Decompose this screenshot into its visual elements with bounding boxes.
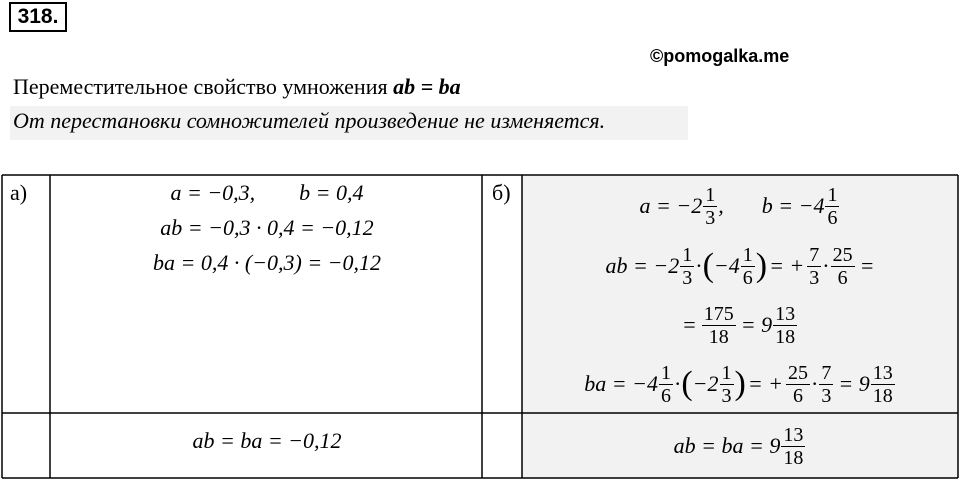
property-heading	[13, 74, 461, 100]
fraction: 1 3	[682, 243, 693, 289]
part-a-given: a = −0,3, b = 0,4	[170, 180, 364, 205]
part-b-solution	[524, 176, 956, 412]
part-a-result: ab = ba = −0,12	[192, 428, 342, 453]
fraction: $\frac{7}{3}$	[821, 361, 832, 407]
fraction: 13 18	[872, 361, 893, 407]
fraction: $\frac{25}{6}$	[832, 243, 853, 289]
part-a-ab: ab = −0,3 · 0,4 = −0,12	[160, 215, 374, 240]
fraction: 13 18	[775, 302, 796, 348]
part-b-ba: ba = −4 1 6 · ( −2 1 3 ) = + $\frac{25}{6}$ · $\frac{7}{3}$ = 9 13 18	[584, 361, 893, 407]
fraction: $\frac{7}{3}$	[809, 243, 820, 289]
fraction: 1 3	[705, 183, 716, 229]
fraction: 13 18	[783, 423, 804, 469]
part-b-given: a = −2 1 3 , b = −4 1 6	[639, 183, 838, 229]
watermark: ©pomogalka.me	[650, 46, 790, 66]
fraction: 1 3	[721, 361, 732, 407]
part-b-simplify: = $\frac{175}{18}$ = 9 13 18	[681, 302, 796, 348]
part-a-solution	[52, 178, 482, 412]
fraction: 1 6	[660, 361, 671, 407]
property-heading-text: Переместительное свойство умножения	[13, 74, 394, 99]
part-a-label: а)	[10, 180, 28, 205]
rule-text: От перестановки сомножителей произведение не изменяется.	[13, 108, 606, 133]
fraction: $\frac{25}{6}$	[788, 361, 809, 407]
part-a-ba: ba = 0,4 · (−0,3) = −0,12	[152, 250, 382, 275]
problem-number: 318.	[9, 2, 67, 32]
fraction: $\frac{175}{18}$	[703, 302, 734, 348]
property-formula: ab = ba	[393, 74, 461, 99]
fraction: 1 6	[827, 183, 838, 229]
part-b-ab: ab = −2 1 3 · ( −4 1 6 ) = + $\frac{7}{3}$ · $\frac{25}{6}$ =	[605, 243, 875, 289]
part-b-label: б)	[492, 180, 511, 205]
part-b-result: ab = ba = 9 13 18	[673, 423, 804, 469]
fraction: 1 6	[742, 243, 753, 289]
